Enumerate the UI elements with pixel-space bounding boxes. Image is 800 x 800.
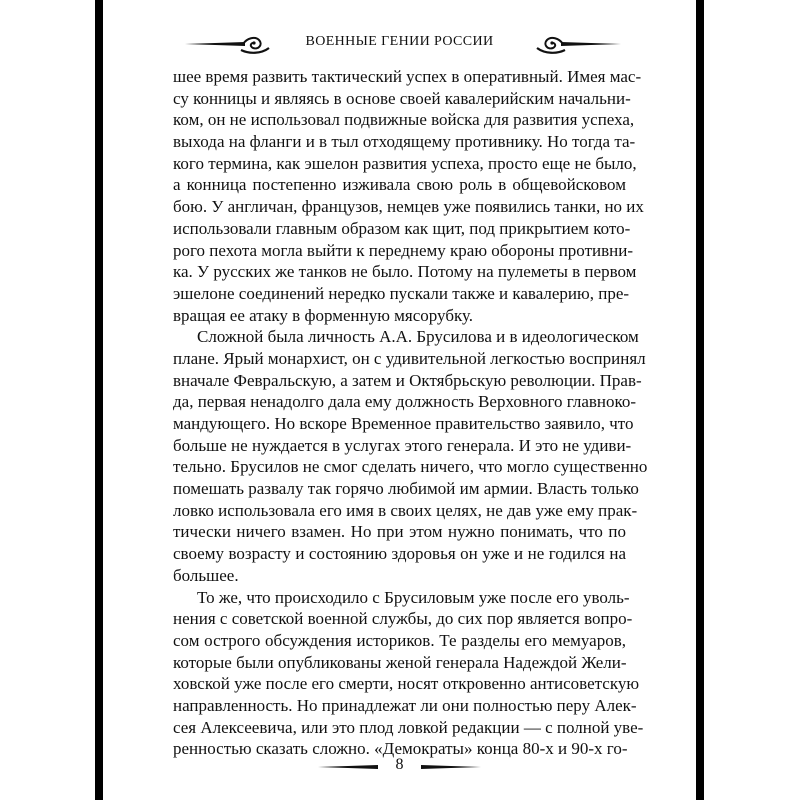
text-line: ренностью сказать сложно. «Демократы» конца 80-х и 90-х го- [173,739,628,759]
text-line: ховской уже после его смерти, носят откровенно антисоветскую [173,674,640,694]
text-line: мандующего. Но вскоре Временное правительство заявило, что [173,414,634,433]
right-frame-band [696,0,704,800]
text-line: а конница постепенно изживала свою роль в общевойсковом [173,175,626,195]
text-line: плане. Ярый монархист, он с удивительной легкостью воспринял [173,348,646,368]
text-line: То же, что происходило с Брусиловым уже после его уволь- [197,587,630,607]
text-line: су конницы и являясь в основе своей кавалерийским начальни- [173,88,631,108]
body-text [173,66,648,760]
text-line: больше не нуждается в услугах этого генерала. И это не удиви- [173,435,632,455]
text-line: большее. [173,565,239,585]
text-line: сея Алексеевича, или это плод ловкой редакции — с полной уве- [173,717,644,737]
text-line: бою. У англичан, французов, немцев уже появились танки, но их [173,197,644,217]
text-line: ловко использовала его имя в своих целях, не дав уже ему прак- [173,500,638,520]
text-line: тельно. Брусилов не смог сделать ничего, что могло существенно [173,457,648,477]
text-line: направленность. Но принадлежат ли они полностью перу Алек- [173,695,637,715]
text-line: эшелоне соединений нередко пускали также и кавалерию, пре- [173,283,630,303]
page-number: 8 [395,756,404,773]
text-line: выхода на фланги и в тыл отходящему противнику. Но тогда та- [173,132,636,152]
text-line: тически ничего взамен. Но при этом нужно понимать, что по [173,522,626,542]
text-line: вначале Февральскую, а затем и Октябрьскую революции. Прав- [173,370,642,390]
tapered-rule-icon [421,762,481,772]
text-line: ком, он не использовал подвижные войска для развития успеха, [173,110,635,130]
text-line: ка. У русских же танков не было. Потому на пулеметы в первом [173,262,637,282]
running-header-title: ВОЕННЫЕ ГЕНИИ РОССИИ [305,34,494,49]
text-line: Сложной была личность А.А. Брусилова и в идеологическом [197,327,639,347]
text-line: вращая ее атаку в форменную мясорубку. [173,305,474,325]
text-line: которые были опубликованы женой генерала Надеждой Жели- [173,652,627,672]
left-frame-band [95,0,103,800]
text-line: рого пехота могла выйти к переднему краю обороны противни- [173,240,633,260]
text-line: сом острого обсуждения историков. Те разделы его мемуаров, [173,630,626,650]
text-line: помешать развалу так горячо любимой им армии. Власть только [173,479,639,499]
running-header [103,28,696,60]
book-page [103,0,696,800]
text-line: кого термина, как эшелон развития успеха, просто еще не было, [173,153,637,173]
swirl-flourish-icon [533,28,623,60]
text-line: своему возрасту и состоянию здоровья он уже и не годился на [173,544,626,564]
text-line: использовали главным образом как щит, под прикрытием кото- [173,218,631,238]
text-line: нения с советской военной службы, до сих пор является вопро- [173,609,633,629]
text-line: да, первая ненадолго дала ему должность Верховного главноко- [173,392,637,412]
text-line: шее время развить тактический успех в оперативный. Имея мас- [173,67,642,86]
page-footer [103,752,696,782]
